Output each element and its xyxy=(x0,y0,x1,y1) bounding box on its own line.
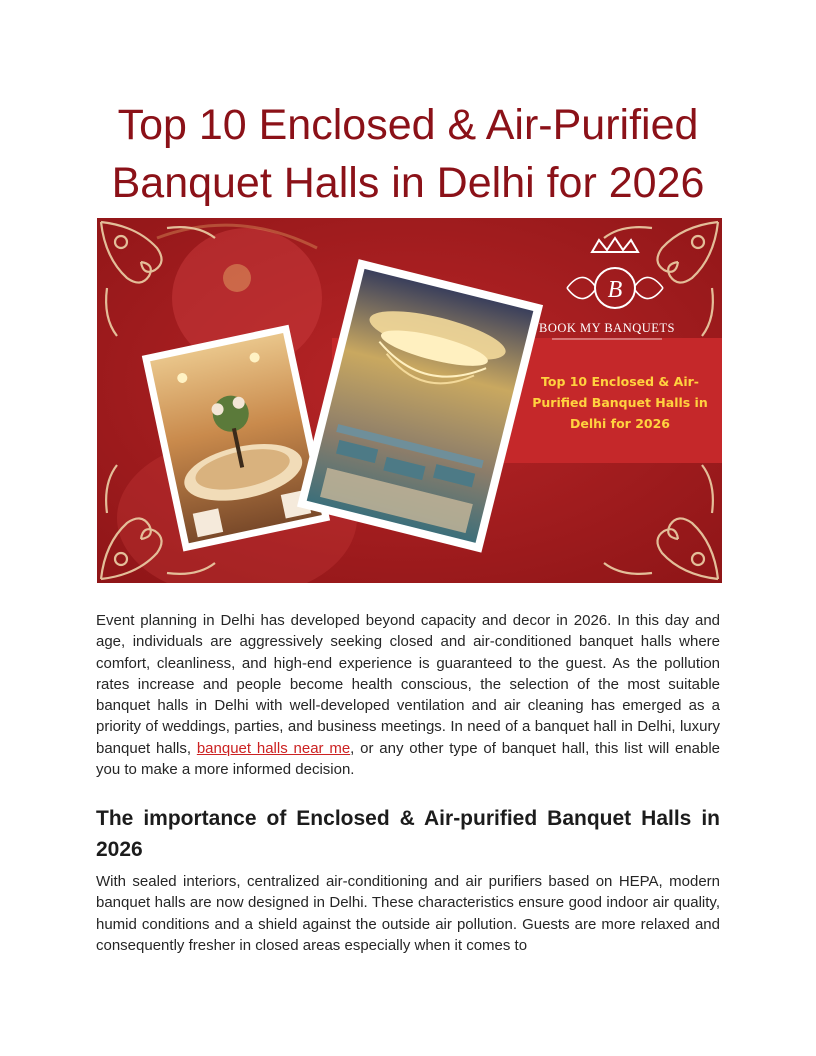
hero-banner-image xyxy=(97,218,722,583)
banner-line-3: Delhi for 2026 xyxy=(569,416,671,431)
section-heading: The importance of Enclosed & Air-purified Banquet Halls in 2026 xyxy=(96,807,720,861)
intro-text-before-link: Event planning in Delhi has developed beyond capacity and decor in 2026. In this day and age, individuals are aggressively seeking closed and air-conditioned banquet halls where comfort, cleanliness, and high-end experience is guaranteed to the guest. As the pollution rates increase and people become health conscious, the selection of the most suitable banquet halls in Delhi with well-developed ventilation and air cleaning has emerged as a priority of weddings, parties, and business meetings. In need of a banquet hall in Delhi, luxury banquet halls, xyxy=(96,612,720,757)
intro-paragraph xyxy=(96,610,720,780)
banner-line-1: Top 10 Enclosed & Air- xyxy=(540,374,700,389)
brand-name: BOOK MY BANQUETS xyxy=(538,321,676,335)
intro-text-after-link: , or any other type of banquet hall, this list will enable you to make a more informed decision. xyxy=(96,739,720,779)
section-body: With sealed interiors, centralized air-conditioning and air purifiers based on HEPA, modern banquet halls are now designed in Delhi. These characteristics ensure good indoor air quality, humid conditions and a shield against the outside air pollution. Guests are more relaxed and consequently fresher in closed areas especially when it comes to xyxy=(96,873,720,954)
banquet-halls-near-me-link[interactable]: banquet halls near me xyxy=(196,739,351,757)
banner-line-2: Purified Banquet Halls in xyxy=(532,395,708,410)
page-title: Top 10 Enclosed & Air-Purified Banquet Halls in Delhi for 2026 xyxy=(111,101,705,207)
brand-monogram: B xyxy=(607,277,623,303)
